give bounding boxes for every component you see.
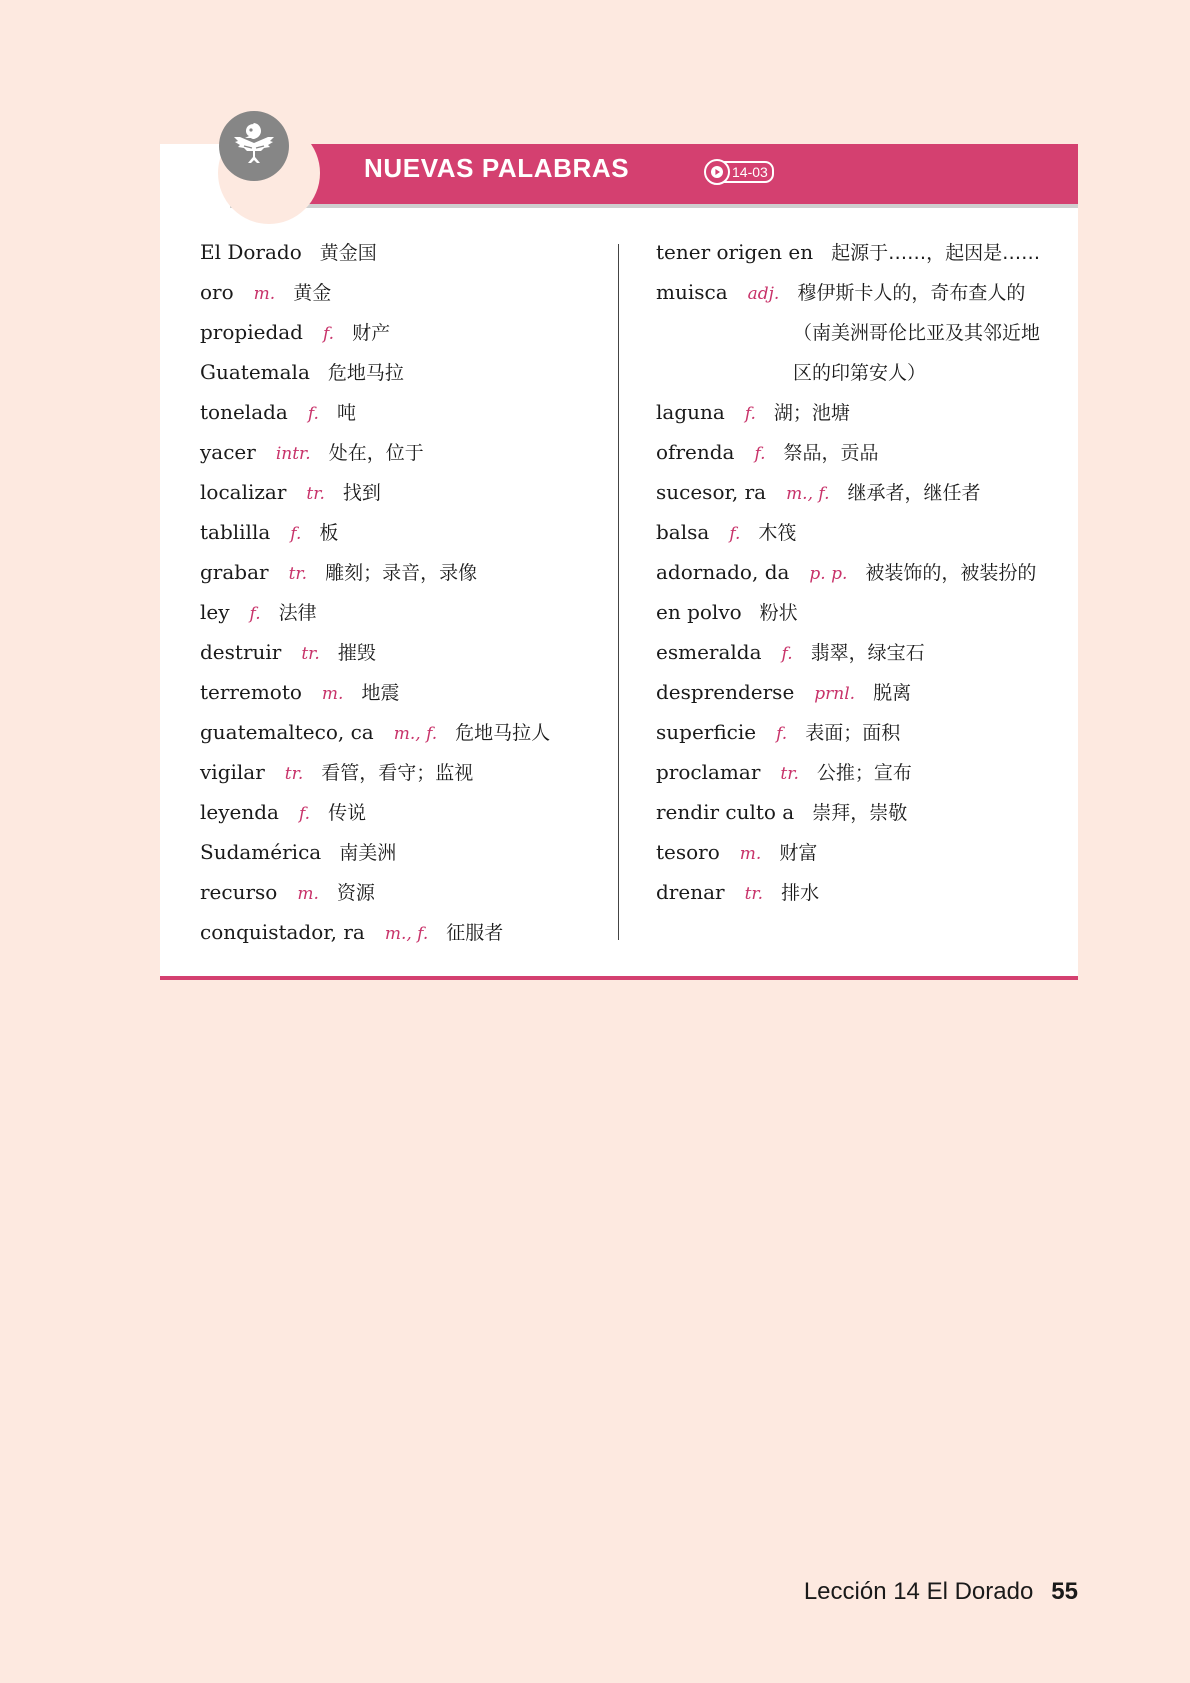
page-number: 55 xyxy=(1051,1578,1078,1605)
section-title: NUEVAS PALABRAS xyxy=(364,153,630,183)
vocab-part-of-speech: p. p. xyxy=(809,564,848,584)
vocab-part-of-speech: f. xyxy=(754,444,766,464)
vocab-entry xyxy=(200,672,550,712)
vocab-meaning: 被装饰的，被装扮的 xyxy=(865,562,1037,584)
vocab-entry xyxy=(656,312,1040,352)
vocab-word: drenar xyxy=(656,880,725,904)
vocab-meaning: 翡翠，绿宝石 xyxy=(810,642,925,664)
vocab-part-of-speech: m. xyxy=(321,684,344,704)
card-bottom-rule xyxy=(160,976,1078,980)
vocab-meaning: 找到 xyxy=(342,482,381,504)
vocab-word: leyenda xyxy=(200,800,279,824)
vocab-meaning: 雕刻；录音，录像 xyxy=(325,562,478,584)
vocab-word: rendir culto a xyxy=(656,800,795,824)
vocab-word: oro xyxy=(200,280,234,304)
vocab-word: terremoto xyxy=(200,680,302,704)
vocab-entry xyxy=(200,352,550,392)
vocab-part-of-speech: prnl. xyxy=(814,684,856,704)
vocab-word: laguna xyxy=(656,400,725,424)
vocab-meaning: 崇拜，崇敬 xyxy=(812,802,908,824)
vocab-part-of-speech: f. xyxy=(322,324,335,344)
vocab-word: tonelada xyxy=(200,400,288,424)
vocab-meaning: 区的印第安人） xyxy=(793,362,927,384)
vocab-meaning: 危地马拉 xyxy=(327,362,404,384)
vocabulary-card xyxy=(160,144,1078,980)
vocab-part-of-speech: f. xyxy=(744,404,756,424)
vocab-word: recurso xyxy=(200,880,278,904)
vocab-meaning: 公推；宣布 xyxy=(816,762,912,784)
section-header xyxy=(230,144,1078,208)
vocab-meaning: 吨 xyxy=(336,402,356,424)
vocab-entry xyxy=(656,272,1040,312)
vocab-part-of-speech: m. xyxy=(297,884,319,904)
vocab-meaning: 排水 xyxy=(781,882,820,904)
vocab-meaning: 资源 xyxy=(336,882,375,904)
play-icon[interactable] xyxy=(704,159,730,185)
vocab-part-of-speech: tr. xyxy=(780,764,799,784)
vocab-meaning: 危地马拉人 xyxy=(455,722,551,744)
vocab-part-of-speech: tr. xyxy=(306,484,325,504)
vocab-entry xyxy=(656,872,1040,912)
vocab-entry xyxy=(200,592,550,632)
vocab-part-of-speech: f. xyxy=(776,724,788,744)
audio-track-button[interactable] xyxy=(704,159,774,185)
vocab-part-of-speech: f. xyxy=(781,644,793,664)
vocab-part-of-speech: m. xyxy=(739,844,762,864)
vocab-part-of-speech: intr. xyxy=(275,444,311,464)
vocab-part-of-speech: m., f. xyxy=(384,924,429,944)
vocab-entry xyxy=(656,392,1040,432)
vocab-meaning: 继承者，继任者 xyxy=(847,482,981,504)
vocab-entry xyxy=(656,352,1040,392)
vocab-word: El Dorado xyxy=(200,240,302,264)
page-footer xyxy=(804,1578,1078,1606)
vocab-word: conquistador, ra xyxy=(200,920,365,944)
vocab-entry xyxy=(656,592,1040,632)
vocab-word: superficie xyxy=(656,720,757,744)
condor-icon xyxy=(219,111,289,181)
vocab-part-of-speech: tr. xyxy=(284,764,304,784)
vocab-word: guatemalteco, ca xyxy=(200,720,374,744)
vocab-meaning: 粉状 xyxy=(759,602,798,624)
vocab-meaning: 板 xyxy=(319,522,339,544)
vocab-word: tesoro xyxy=(656,840,720,864)
vocab-meaning: 摧毁 xyxy=(337,642,376,664)
vocab-entry xyxy=(200,472,550,512)
vocab-word: proclamar xyxy=(656,760,761,784)
vocab-word: balsa xyxy=(656,520,710,544)
vocab-word: localizar xyxy=(200,480,287,504)
vocab-part-of-speech: f. xyxy=(249,604,261,624)
vocab-word: adornado, da xyxy=(656,560,790,584)
vocab-word: tener origen en xyxy=(656,240,814,264)
badge-holder xyxy=(218,122,320,224)
vocab-meaning: 处在，位于 xyxy=(328,442,424,464)
vocab-word: sucesor, ra xyxy=(656,480,767,504)
vocab-entry xyxy=(200,552,550,592)
vocab-part-of-speech: f. xyxy=(729,524,741,544)
vocab-word: muisca xyxy=(656,280,728,304)
vocab-word: ofrenda xyxy=(656,440,735,464)
vocab-meaning: 传说 xyxy=(328,802,367,824)
vocab-part-of-speech: m., f. xyxy=(786,484,830,504)
vocab-word: desprenderse xyxy=(656,680,795,704)
audio-track-label: 14-03 xyxy=(724,161,774,183)
vocab-part-of-speech: tr. xyxy=(288,564,308,584)
vocab-part-of-speech: tr. xyxy=(301,644,320,664)
vocab-entry xyxy=(656,672,1040,712)
vocab-word: vigilar xyxy=(200,760,265,784)
vocab-entry xyxy=(656,552,1040,592)
vocab-meaning: 表面；面积 xyxy=(805,722,901,744)
vocab-entry xyxy=(200,832,550,872)
vocab-entry xyxy=(200,232,550,272)
vocab-entry xyxy=(200,912,550,952)
vocab-word: tablilla xyxy=(200,520,271,544)
vocab-entry xyxy=(200,432,550,472)
vocab-word: Guatemala xyxy=(200,360,310,384)
vocab-meaning: 看管，看守；监视 xyxy=(321,762,474,784)
vocab-part-of-speech: f. xyxy=(298,804,311,824)
column-divider xyxy=(618,244,619,940)
vocab-meaning: （南美洲哥伦比亚及其邻近地 xyxy=(793,322,1041,344)
vocab-meaning: 黄金 xyxy=(293,282,332,304)
vocab-meaning: 财富 xyxy=(779,842,818,864)
vocab-word: en polvo xyxy=(656,600,742,624)
vocab-list-left xyxy=(200,232,550,952)
vocab-entry xyxy=(200,632,550,672)
vocab-entry xyxy=(656,472,1040,512)
vocab-part-of-speech: tr. xyxy=(744,884,764,904)
vocab-word: esmeralda xyxy=(656,640,762,664)
vocab-word: propiedad xyxy=(200,320,303,344)
vocab-meaning: 地震 xyxy=(361,682,400,704)
vocab-word: yacer xyxy=(200,440,256,464)
vocab-meaning: 黄金国 xyxy=(319,242,377,264)
vocab-entry xyxy=(656,752,1040,792)
vocab-meaning: 木筏 xyxy=(758,522,797,544)
vocab-meaning: 湖；池塘 xyxy=(773,402,850,424)
vocab-entry xyxy=(656,432,1040,472)
vocab-entry xyxy=(200,512,550,552)
vocab-entry xyxy=(200,392,550,432)
vocab-entry xyxy=(200,712,550,752)
lesson-title: Lección 14 El Dorado xyxy=(803,1578,1034,1605)
vocab-entry xyxy=(656,232,1040,272)
vocab-meaning: 穆伊斯卡人的，奇布查人的 xyxy=(797,282,1026,304)
vocab-word: destruir xyxy=(200,640,282,664)
vocab-entry xyxy=(200,272,550,312)
vocab-part-of-speech: m. xyxy=(253,284,276,304)
vocab-list-right xyxy=(656,232,1040,912)
vocab-entry xyxy=(656,712,1040,752)
vocab-entry xyxy=(656,832,1040,872)
vocab-entry xyxy=(656,792,1040,832)
vocab-meaning: 南美洲 xyxy=(339,842,397,864)
vocab-meaning: 起源于……，起因是…… xyxy=(831,242,1041,264)
vocab-entry xyxy=(200,312,550,352)
vocab-part-of-speech: f. xyxy=(290,524,302,544)
vocab-part-of-speech: adj. xyxy=(747,284,780,304)
vocab-part-of-speech: f. xyxy=(307,404,319,424)
vocab-word: Sudamérica xyxy=(200,840,322,864)
vocab-meaning: 法律 xyxy=(278,602,317,624)
vocab-meaning: 祭品，贡品 xyxy=(783,442,879,464)
vocab-entry xyxy=(656,632,1040,672)
vocab-meaning: 财产 xyxy=(352,322,391,344)
vocab-part-of-speech: m., f. xyxy=(393,724,438,744)
vocab-meaning: 征服者 xyxy=(446,922,504,944)
vocab-entry xyxy=(200,872,550,912)
vocab-meaning: 脱离 xyxy=(873,682,912,704)
vocab-word: grabar xyxy=(200,560,269,584)
vocab-entry xyxy=(656,512,1040,552)
vocab-word: ley xyxy=(200,600,230,624)
vocab-entry xyxy=(200,792,550,832)
vocab-entry xyxy=(200,752,550,792)
